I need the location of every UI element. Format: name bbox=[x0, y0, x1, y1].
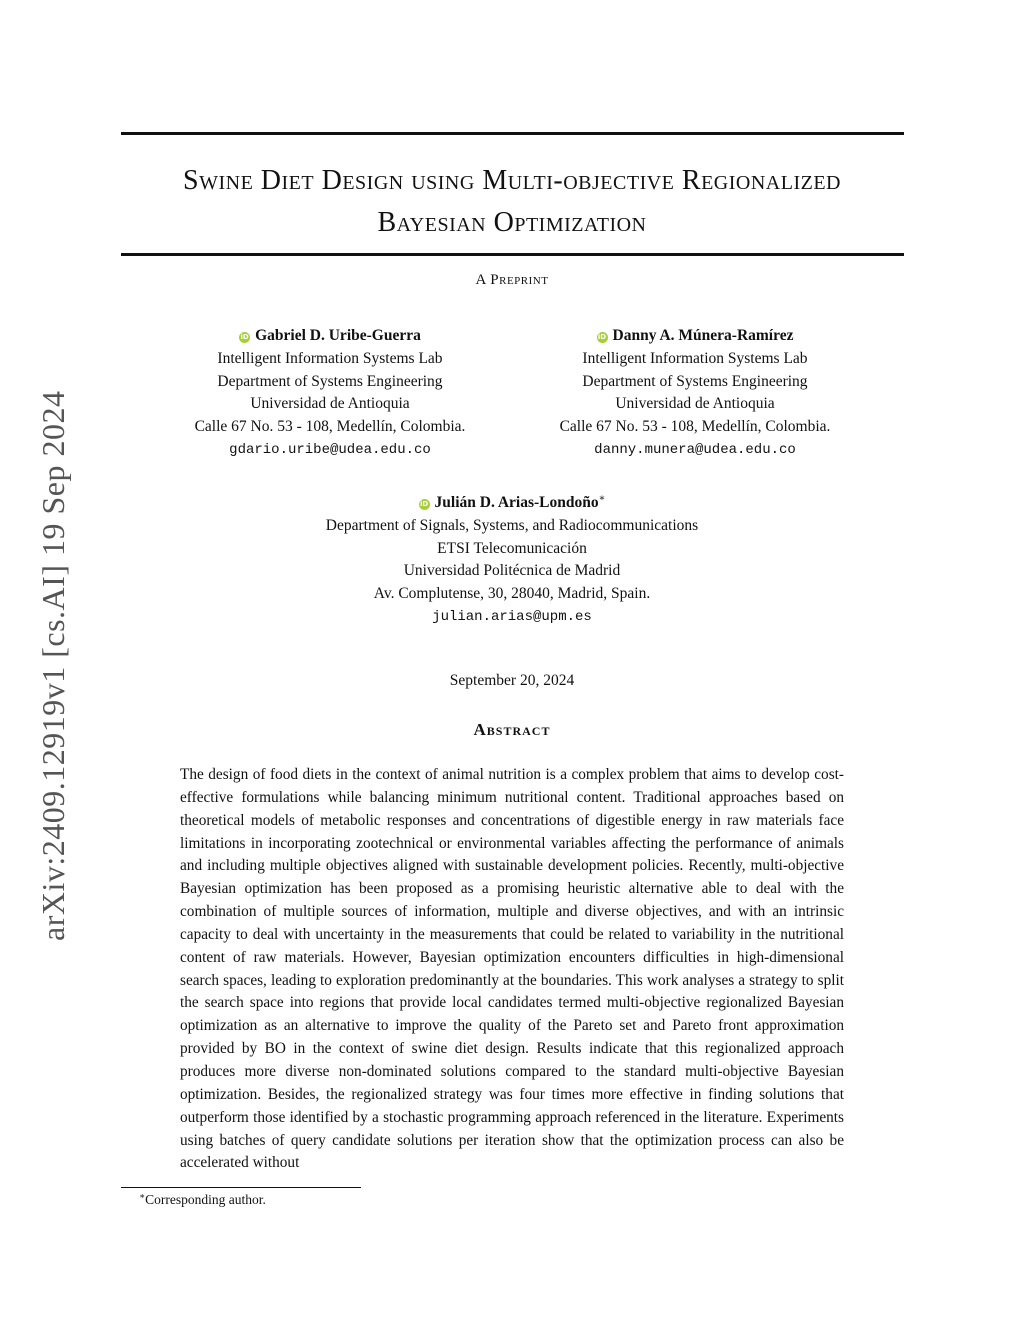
footnote-text: Corresponding author. bbox=[145, 1192, 266, 1207]
orcid-icon[interactable]: iD bbox=[419, 500, 429, 508]
title-line-2: Bayesian Optimization bbox=[377, 207, 647, 238]
author-name: Danny A. Múnera-Ramírez bbox=[612, 327, 794, 344]
corresponding-mark: ∗ bbox=[598, 493, 606, 504]
author-block-2 bbox=[535, 325, 855, 462]
paper-title bbox=[110, 160, 914, 244]
author-block-3 bbox=[262, 488, 762, 629]
orcid-icon[interactable]: iD bbox=[240, 333, 249, 341]
orcid-icon[interactable]: iD bbox=[597, 333, 607, 341]
author-name: Julián D. Arias-Londoño bbox=[434, 494, 599, 511]
author-affiliation: Department of Signals, Systems, and Radiocommunications bbox=[325, 516, 699, 534]
author-email[interactable]: gdario.uribe@udea.edu.co bbox=[229, 441, 431, 458]
author-name-line bbox=[535, 325, 855, 348]
author-name-line bbox=[170, 325, 490, 348]
author-affiliation: Universidad de Antioquia bbox=[615, 395, 775, 413]
author-address: Av. Complutense, 30, 28040, Madrid, Spain. bbox=[373, 585, 651, 603]
author-name-line bbox=[262, 488, 762, 515]
title-top-rule bbox=[121, 132, 904, 135]
author-name: Gabriel D. Uribe-Guerra bbox=[255, 327, 421, 344]
author-affiliation: ETSI Telecomunicación bbox=[437, 539, 587, 557]
author-affiliation: Universidad Politécnica de Madrid bbox=[403, 562, 621, 580]
footnote-rule bbox=[121, 1187, 361, 1188]
abstract-text: The design of food diets in the context of animal nutrition is a complex problem that aims to develop cost-effective formulations while balancing minimum nutritional content. Traditional approaches based on theoretical models of metabolic responses and concentrations of digestible energy in raw materials face limitations in incorporating zootechnical or environmental variables affecting the performance of animals and including multiple objectives aligned with sustainable development policies. Recently, multi-objective Bayesian optimization has been proposed as a promising heuristic alternative able to deal with the combination of multiple sources of information, multiple and diverse objectives, and with an intrinsic capacity to deal with uncertainty in the measurements that could be related to variability in the nutritional content of raw materials. However, Bayesian optimization encounters difficulties in high-dimensional search spaces, leading to exploration predominantly at the boundaries. This work analyses a strategy to split the search space into regions that provide local candidates termed multi-objective regionalized Bayesian optimization as an alternative to improve the quality of the Pareto set and Pareto front approximation provided by BO in the context of swine diet design. Results indicate that this regionalized approach produces more diverse non-dominated solutions compared to the standard multi-objective Bayesian optimization. Besides, the regionalized strategy was four times more effective in finding solutions that outperform those identified by a stochastic programming approach referenced in the literature. Experiments using batches of query candidate solutions per iteration show that the optimization process can also be accelerated without bbox=[180, 766, 844, 1172]
author-affiliation: Universidad de Antioquia bbox=[250, 395, 410, 413]
abstract-heading: Abstract bbox=[473, 720, 551, 739]
author-affiliation: Department of Systems Engineering bbox=[582, 372, 808, 390]
arxiv-identifier: arXiv:2409.12919v1 [cs.AI] 19 Sep 2024 bbox=[35, 390, 71, 941]
footnote bbox=[139, 1191, 266, 1208]
author-email[interactable]: julian.arias@upm.es bbox=[432, 608, 592, 625]
author-email[interactable]: danny.munera@udea.edu.co bbox=[594, 441, 796, 458]
footnote-mark: ∗ bbox=[139, 1191, 146, 1201]
author-block-1 bbox=[170, 325, 490, 462]
author-address: Calle 67 No. 53 - 108, Medellín, Colombia. bbox=[194, 418, 466, 436]
author-affiliation: Intelligent Information Systems Lab bbox=[217, 349, 443, 367]
publication-date: September 20, 2024 bbox=[449, 672, 575, 689]
preprint-label: A Preprint bbox=[475, 272, 549, 288]
title-line-1: Swine Diet Design using Multi-objective Regionalized bbox=[183, 165, 841, 196]
title-bottom-rule bbox=[121, 253, 904, 256]
author-affiliation: Department of Systems Engineering bbox=[217, 372, 443, 390]
author-address: Calle 67 No. 53 - 108, Medellín, Colombia. bbox=[559, 418, 831, 436]
author-affiliation: Intelligent Information Systems Lab bbox=[582, 349, 808, 367]
